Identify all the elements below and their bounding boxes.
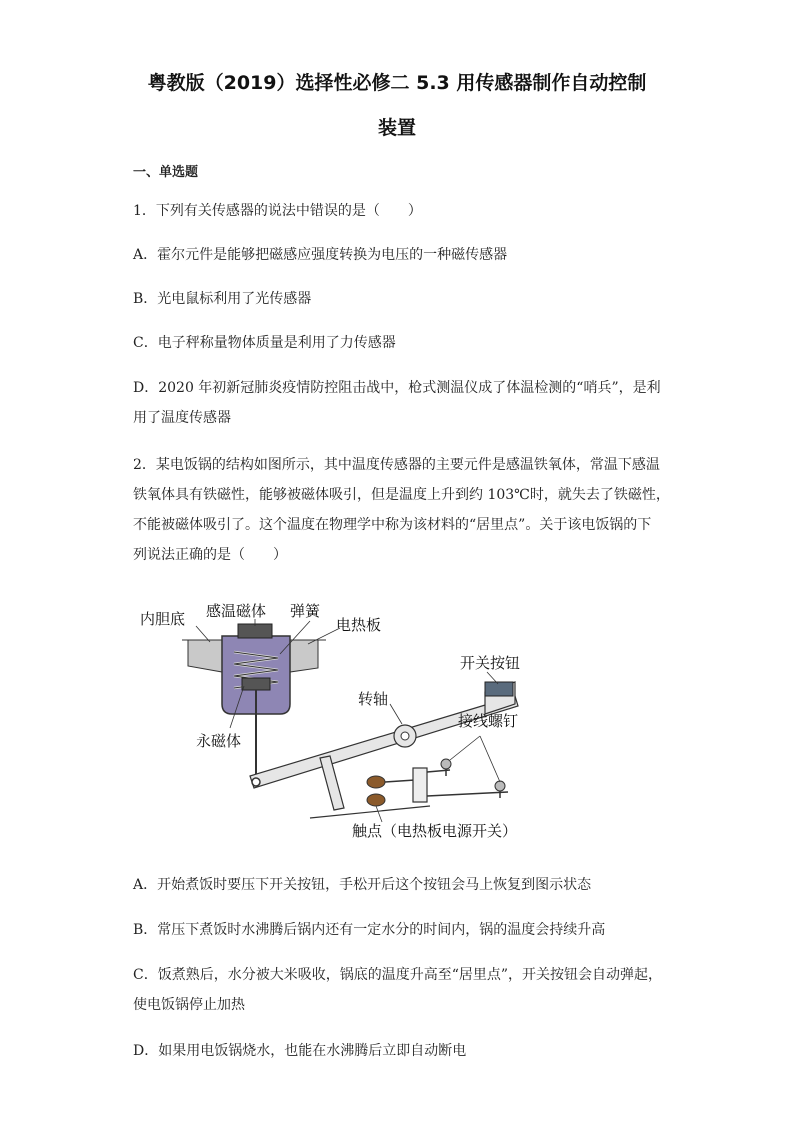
inner-pot-bottom-left xyxy=(188,640,222,672)
lever-end-pin xyxy=(252,778,260,786)
q2-stem-1: 2．某电饭锅的结构如图所示，其中温度传感器的主要元件是感温铁氧体，常温下感温 xyxy=(133,457,660,473)
q1-option-d-cont: 用了温度传感器 xyxy=(133,410,231,426)
heating-plate-right xyxy=(290,640,318,672)
contact-block xyxy=(413,768,427,802)
label-inner-bottom: 内胆底 xyxy=(140,610,186,628)
permanent-magnet xyxy=(242,678,270,690)
q2-option-c: C．饭煮熟后，水分被大米吸收，锅底的温度升高至“居里点”，开关按钮会自动弹起， xyxy=(133,967,663,983)
title-line-2: 装置 xyxy=(377,117,416,139)
label-contact: 触点（电热板电源开关） xyxy=(352,822,518,840)
q1-option-d: D．2020 年初新冠肺炎疫情防控阻击战中，枪式测温仪成了体温检测的“哨兵”，是利 xyxy=(133,380,661,396)
switch-button xyxy=(485,682,513,696)
q2-stem-2: 铁氧体具有铁磁性，能够被磁体吸引，但是温度上升到约 103℃时，就失去了铁磁性， xyxy=(133,487,670,503)
q1-stem: 1．下列有关传感器的说法中错误的是（ ） xyxy=(133,203,422,219)
sensor-magnet xyxy=(238,624,272,638)
contact-upper xyxy=(367,776,385,788)
label-spring: 弹簧 xyxy=(290,602,321,620)
q2-option-c-cont: 使电饭锅停止加热 xyxy=(133,997,245,1013)
q2-option-d: D．如果用电饭锅烧水，也能在水沸腾后立即自动断电 xyxy=(133,1043,467,1059)
q2-option-b: B．常压下煮饭时水沸腾后锅内还有一定水分的时间内，锅的温度会持续升高 xyxy=(133,922,606,938)
contact-lower xyxy=(367,794,385,806)
terminal-screw-2 xyxy=(495,781,505,791)
q2-stem-3: 不能被磁体吸引了。这个温度在物理学中称为该材料的“居里点”。关于该电饭锅的下 xyxy=(133,517,652,533)
section-heading: 一、单选题 xyxy=(133,165,199,180)
rice-cooker-diagram xyxy=(130,596,550,846)
q2-stem-4: 列说法正确的是（ ） xyxy=(133,547,287,563)
lever-arm xyxy=(250,696,518,788)
q1-option-b: B．光电鼠标利用了光传感器 xyxy=(133,291,312,307)
label-permanent-magnet: 永磁体 xyxy=(196,732,242,750)
label-switch-button: 开关按钮 xyxy=(460,654,521,672)
q2-option-a: A．开始煮饭时要压下开关按钮，手松开后这个按钮会马上恢复到图示状态 xyxy=(133,877,592,893)
label-terminal-screw: 接线螺钉 xyxy=(458,712,519,730)
label-pivot: 转轴 xyxy=(358,690,389,708)
title-line-1: 粤教版（2019）选择性必修二 5.3 用传感器制作自动控制 xyxy=(147,72,647,94)
label-heating-plate: 电热板 xyxy=(336,616,382,634)
q1-option-a: A．霍尔元件是能够把磁感应强度转换为电压的一种磁传感器 xyxy=(133,247,508,263)
q1-option-c: C．电子秤称量物体质量是利用了力传感器 xyxy=(133,335,396,351)
terminal-screw-1 xyxy=(441,759,451,769)
label-sensor-magnet: 感温磁体 xyxy=(206,602,267,620)
